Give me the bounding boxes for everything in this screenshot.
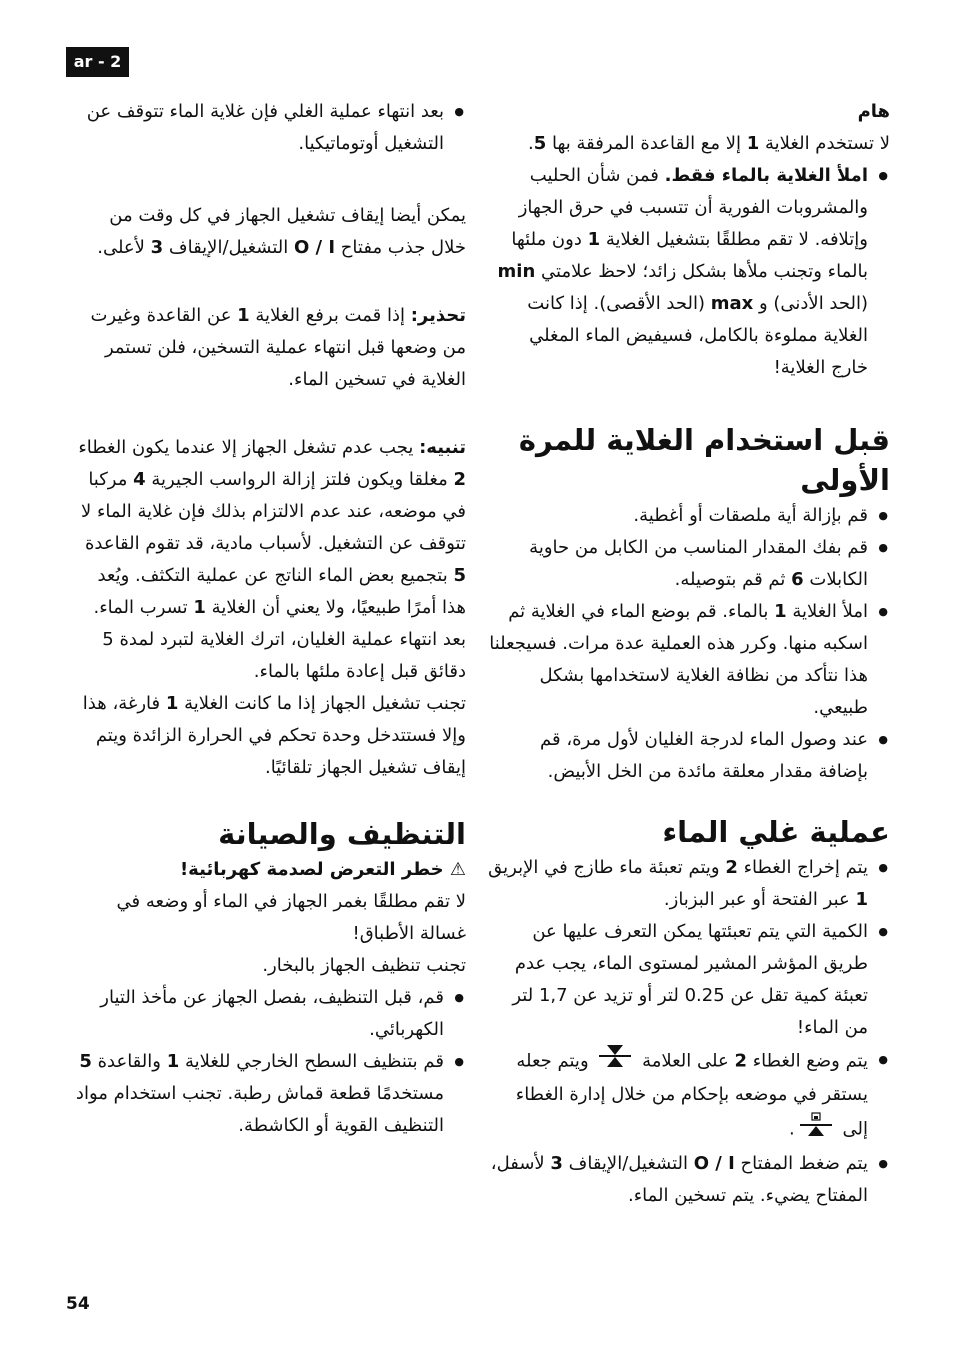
clean-bullet-1: ● قم، قبل التنظيف، بفصل الجهاز عن مأخذ التيار الكهربائي.: [70, 982, 466, 1046]
warning-text: تحذير: إذا قمت برفع الغلاية 1 عن القاعدة وغيرت من وضعها قبل انتهاء عملية التسخين، فلن تستمر الغلاية في تسخين الماء.: [90, 305, 466, 390]
boil-bullet-2: ● الكمية التي يتم تعبئتها يمكن التعرف عليها عن طريق المؤشر المشير لمستوى الماء، يجب عدم تعبئة كمية تقل عن 0.25 لتر أو تزيد عن 1,7 لتر من الماء!: [488, 916, 890, 1044]
auto-off-bullet: ● بعد انتهاء عملية الغلي فإن غلاية الماء تتوقف عن التشغيل أوتوماتيكيا.: [70, 96, 466, 160]
danger-title: ⚠ خطر التعرض لصدمة كهربائية!: [179, 859, 466, 880]
page-label: ar - 2: [66, 47, 129, 77]
heading-cleaning: التنظيف والصيانة: [218, 817, 466, 851]
lock-marker-icon: [799, 1111, 833, 1148]
page-number: 54: [66, 1294, 90, 1314]
boil-bullet-1: ● يتم إخراج الغطاء 2 ويتم تعبئة ماء طازج في الإبريق 1 عبر الفتحة أو عبر البزباز.: [488, 852, 890, 916]
first-use-bullet-2: ● قم بفك المقدار المناسب من الكابل من حاوية الكابلات 6 ثم قم بتوصيله.: [488, 532, 890, 596]
boil-bullet-3: ● يتم وضع الغطاء 2 على العلامة ويتم جعله يستقر في موضعه بإحكام من خلال إدارة الغطاء إلى .: [488, 1044, 890, 1148]
clean-text-1: لا تقم مطلقًا بغمر الجهاز في الماء أو وضعه في غسالة الأطباق!: [116, 891, 466, 944]
important-text: لا تستخدم الغلاية 1 إلا مع القاعدة المرفقة بها 5.: [527, 133, 890, 154]
heading-first-use: قبل استخدام الغلاية للمرة الأولى: [518, 423, 890, 497]
first-use-bullet-4: ● عند وصول الماء لدرجة الغليان لأول مرة، قم بإضافة مقدار معلقة مائدة من الخل الأبيض.: [488, 724, 890, 788]
clean-text-2: تجنب تنظيف الجهاز بالبخار.: [262, 955, 466, 976]
warning-triangle-icon: ⚠: [449, 859, 466, 880]
important-title: هام: [857, 101, 890, 122]
fill-water-bullet: ● املأ الغلاية بالماء فقط. فمن شأن الحليب والمشروبات الفورية أن تتسبب في حرق الجهاز وإتلافه. لا تقم مطلقًا بتشغيل الغلاية 1 دون ملئها بالماء وتجنب ملأها بشكل زائد؛ لاحظ علامتي min (الحد الأدنى) و max (الحد الأقصى). إذا كانت الغلاية مملوءة بالكامل، فسيفيض الماء المغلي خارج الغلاية!: [488, 160, 890, 384]
first-use-bullet-1: ● قم بإزالة أية ملصقات أو أغطية.: [488, 500, 890, 532]
note-text: تنبيه: يجب عدم تشغل الجهاز إلا عندما يكون الغطاء 2 مغلقا ويكون فلتز إزالة الرواسب الجيرية 4 مركبا في موضعه، عند عدم الالتزام بذلك فإن غلاية الماء لا تتوقف عن التشغيل. لأسباب مادية، قد تقوم القاعدة 5 بتجميع بعض الماء الناتج عن عملية التكثف. ويُعد هذا أمرًا طبيعيًا، ولا يعني أن الغلاية 1 تسرب الماء. بعد انتهاء عملية الغليان، اترك الغلاية لتبرد لمدة 5 دقائق قبل إعادة ملئها بالماء.: [78, 437, 466, 682]
left-column: [70, 96, 466, 1142]
dry-run-text: تجنب تشغيل الجهاز إذا ما كانت الغلاية 1 فارغة، هذا وإلا فستتدخل وحدة تحكم في الحرارة الزائدة ويتم إيقاف تشغيل الجهاز تلقائيًا.: [82, 693, 466, 778]
clean-bullet-2: ● قم بتنظيف السطح الخارجي للغلاية 1 والقاعدة 5 مستخدمًا قطعة قماش رطبة. تجنب استخدام مواد التنظيف القوية أو الكاشطة.: [70, 1046, 466, 1142]
boil-bullet-4: ● يتم ضغط المفتاح O / I التشغيل/الإيقاف 3 لأسفل، المفتاح يضيء. يتم تسخين الماء.: [488, 1148, 890, 1212]
first-use-bullet-3: ● املأ الغلاية 1 بالماء. قم بوضع الماء في الغلاية ثم اسكبه منها. وكرر هذه العملية عدة مرات. فسيجعلنا هذا نتأكد من نظافة الغلاية لاستخدامها بشكل طبيعي.: [488, 596, 890, 724]
right-column: [488, 96, 890, 1212]
lid-marker-icon: [598, 1044, 632, 1079]
heading-boiling: عملية غلي الماء: [662, 815, 890, 849]
manual-switch-text: يمكن أيضا إيقاف تشغيل الجهاز في كل وقت من خلال جذب مفتاح O / I التشغيل/الإيقاف 3 لأعلى.: [97, 205, 466, 258]
